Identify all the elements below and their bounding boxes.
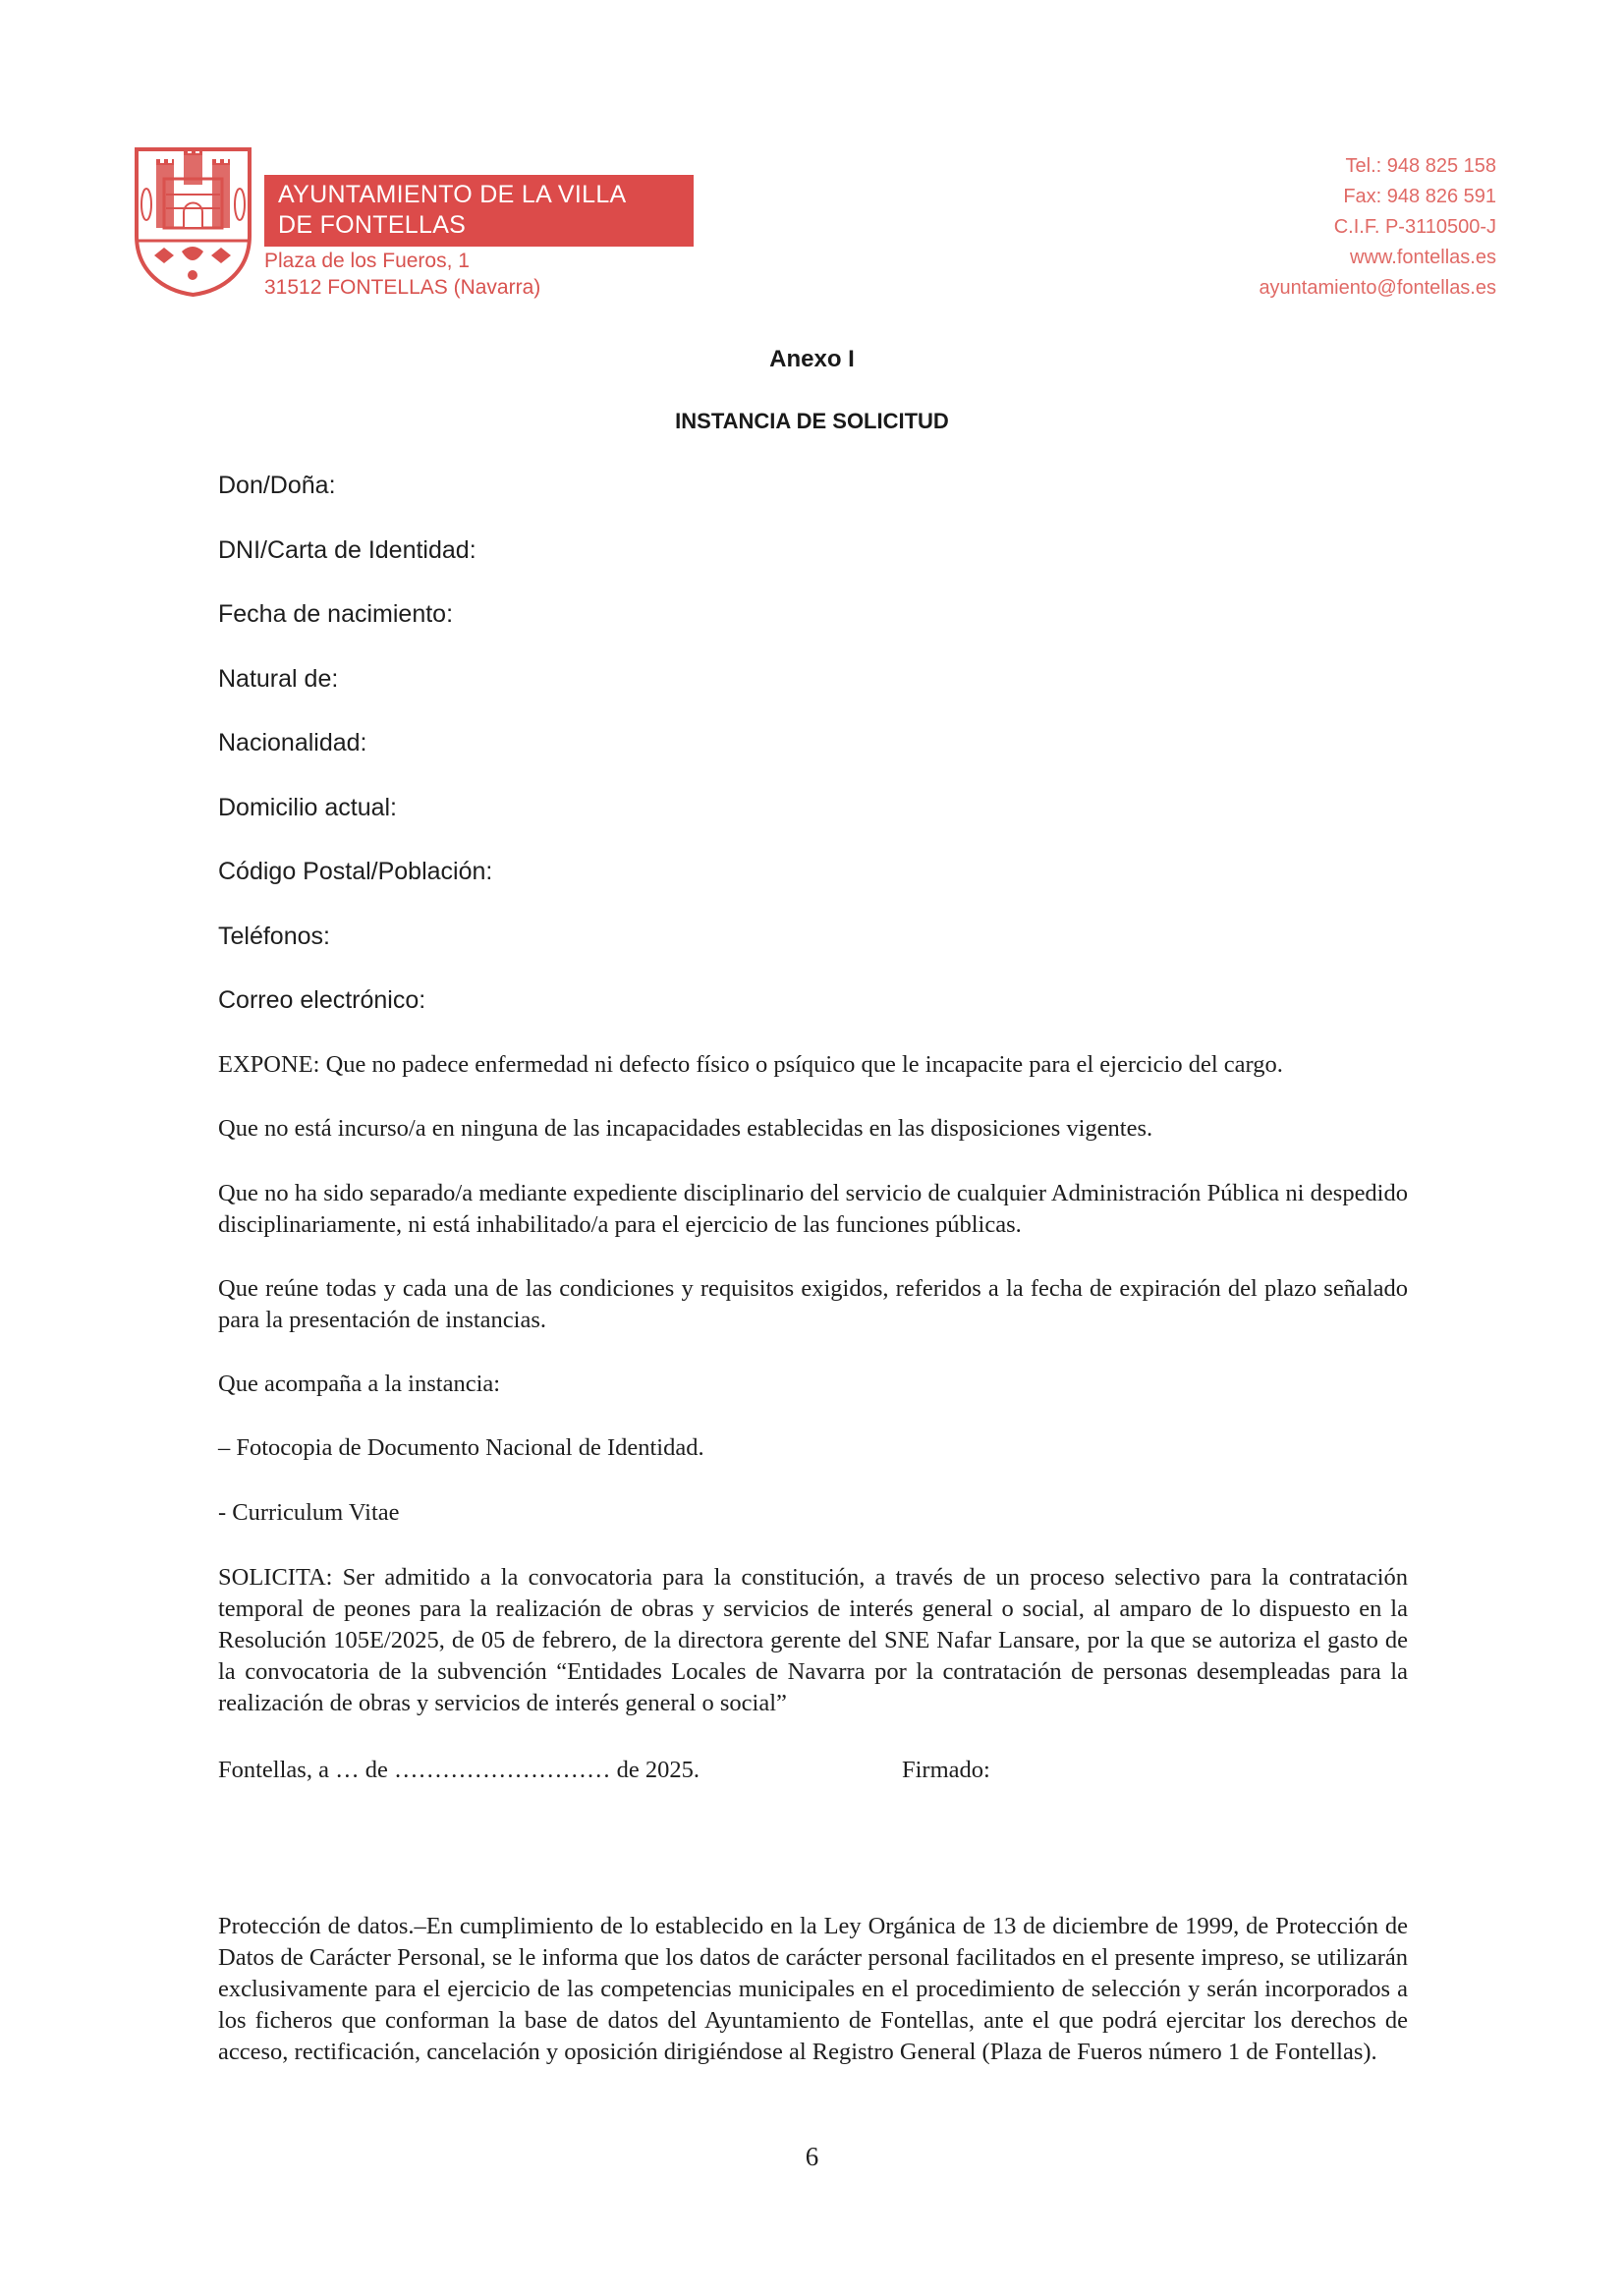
field-nationality: Nacionalidad: <box>218 729 367 756</box>
place-and-date: Fontellas, a … de ……………………… de 2025. <box>218 1757 700 1783</box>
castle-shield-icon <box>133 145 253 298</box>
telephone: Tel.: 948 825 158 <box>1345 155 1496 177</box>
municipality-logo <box>133 145 702 303</box>
address-line1: Plaza de los Fueros, 1 <box>264 250 470 272</box>
page-number: 6 <box>805 2142 819 2171</box>
organization-address <box>264 248 540 301</box>
field-dni: DNI/Carta de Identidad: <box>218 536 476 564</box>
field-name: Don/Doña: <box>218 472 336 499</box>
org-name-line1: AYUNTAMIENTO DE LA VILLA <box>278 181 627 208</box>
form-title: INSTANCIA DE SOLICITUD <box>675 409 949 433</box>
paragraph-requirements: Que reúne todas y cada una de las condiciones y requisitos exigidos, referidos a la fecha de expiración del plazo señalado para la presentación de instancias. <box>218 1275 1408 1333</box>
attachment-dni: – Fotocopia de Documento Nacional de Identidad. <box>218 1434 704 1461</box>
paragraph-incapacities: Que no está incurso/a en ninguna de las incapacidades establecidas en las disposiciones vigentes. <box>218 1115 1153 1142</box>
field-birth-date: Fecha de nacimiento: <box>218 600 454 628</box>
org-name-line2: DE FONTELLAS <box>278 211 467 239</box>
email-address: ayuntamiento@fontellas.es <box>1259 277 1496 299</box>
organization-name <box>278 180 627 241</box>
solicita-paragraph: SOLICITA: Ser admitido a la convocatoria para la constitución, a través de un proceso selectivo para la contratación temporal de peones para la realización de obras y servicios de interés general o social, al amparo de lo dispuesto en la Resolución 105E/2025, de 05 de febrero, de la directora gerente del SNE Nafar Lansare, por la que se autoriza el gasto de la convocatoria de la subvención “Entidades Locales de Navarra por la contratación de personas desempleadas para la realización de obras y servicios de interés general o social” <box>218 1564 1408 1716</box>
fax: Fax: 948 826 591 <box>1343 186 1496 207</box>
expone-paragraph: EXPONE: Que no padece enfermedad ni defecto físico o psíquico que le incapacite para el ejercicio del cargo. <box>218 1051 1283 1078</box>
field-email: Correo electrónico: <box>218 986 426 1014</box>
field-birthplace: Natural de: <box>218 665 339 693</box>
paragraph-disciplinary: Que no ha sido separado/a mediante expediente disciplinario del servicio de cualquier Administración Pública ni despedido disciplinariamente, ni está inhabilitado/a para el ejercicio de las funciones públicas. <box>218 1180 1408 1238</box>
data-protection-notice: Protección de datos.–En cumplimiento de lo establecido en la Ley Orgánica de 13 de diciembre de 1999, de Protección de Datos de Carácter Personal, se le informa que los datos de carácter personal facilitados en el presente impreso, se utilizarán exclusivamente para el ejercicio de las competencias municipales en el procedimiento de selección y serán incorporados a los ficheros que conforman la base de datos del Ayuntamiento de Fontellas, ante el que podrá ejercitar los derechos de acceso, rectificación, cancelación y oposición dirigiéndose al Registro General (Plaza de Fueros número 1 de Fontellas). <box>218 1913 1408 2065</box>
annex-title: Anexo I <box>769 346 855 372</box>
field-address: Domicilio actual: <box>218 794 398 821</box>
attachment-cv: - Curriculum Vitae <box>218 1499 400 1526</box>
contact-info <box>1259 151 1496 304</box>
field-phones: Teléfonos: <box>218 923 330 950</box>
signature-label: Firmado: <box>902 1757 990 1783</box>
paragraph-attachments-intro: Que acompaña a la instancia: <box>218 1371 501 1397</box>
address-line2: 31512 FONTELLAS (Navarra) <box>264 276 541 299</box>
website: www.fontellas.es <box>1350 247 1496 268</box>
field-postal-code: Código Postal/Población: <box>218 858 493 885</box>
cif: C.I.F. P-3110500-J <box>1333 216 1496 238</box>
